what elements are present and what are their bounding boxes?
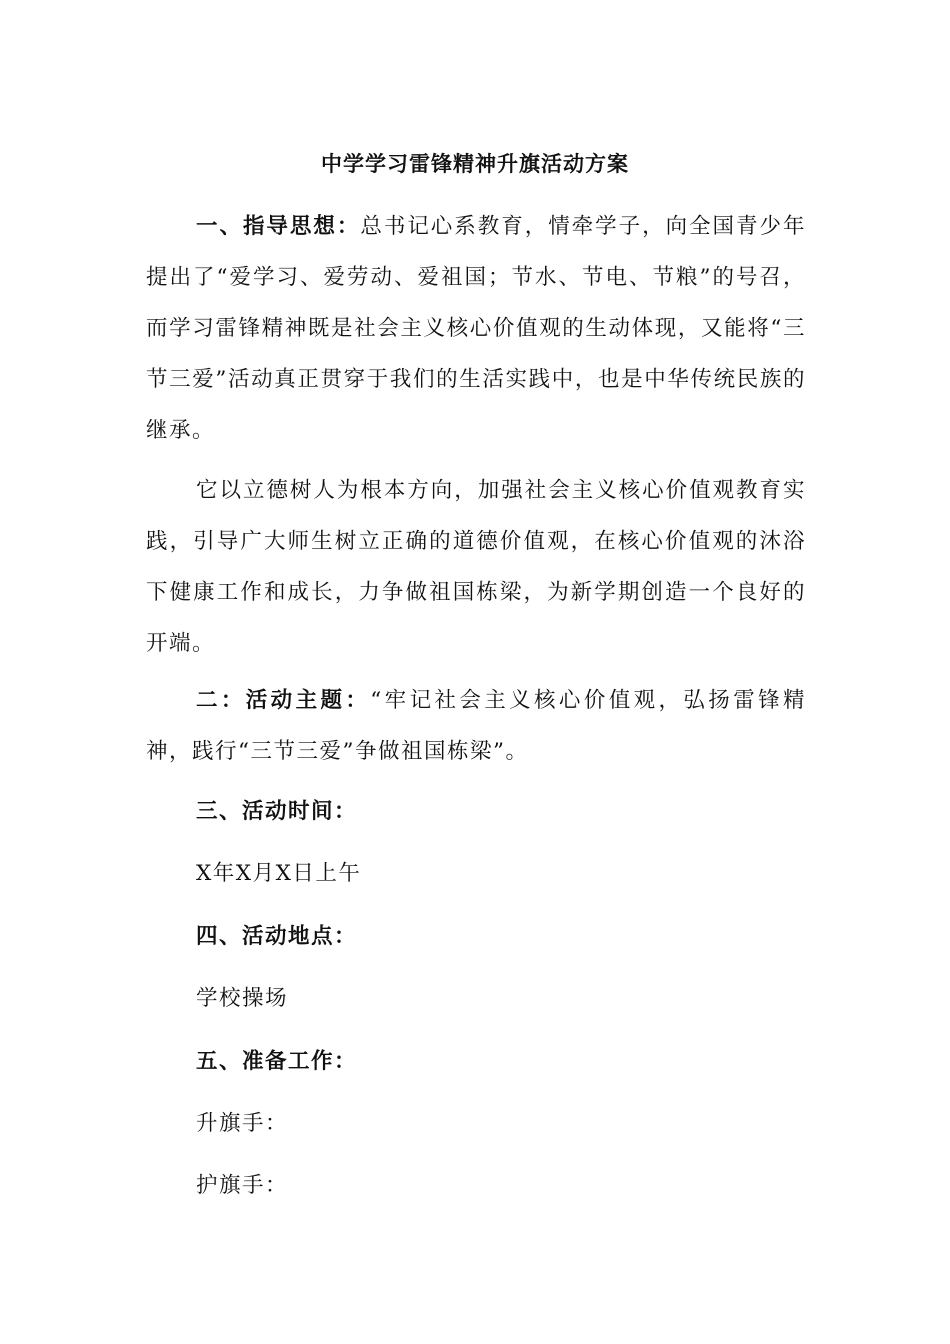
paragraph-moral-education: 它以立德树人为根本方向，加强社会主义核心价值观教育实践，引导广大师生树立正确的道德价值观，在核心价值观的沐浴下健康工作和成长，力争做祖国栋梁，为新学期创造一个良好的开端。 xyxy=(146,478,806,656)
document-title: 中学学习雷锋精神升旗活动方案 xyxy=(321,151,629,176)
section-body: “牢记社会主义核心价值观，弘扬雷锋精神，践行“三节三爱”争做祖国栋梁”。 xyxy=(146,688,806,764)
preparation-item-flag-guard: 护旗手： xyxy=(196,1173,289,1198)
section-heading-activity-location: 四、活动地点： xyxy=(196,924,358,949)
section-body: 总书记心系教育，情牵学子，向全国青少年提出了“爱学习、爱劳动、爱祖国；节水、节电、节粮”的号召，而学习雷锋精神既是社会主义核心价值观的生动体现，又能将“三节三爱”活动真正贯穿于我们的生活实践中，也是中华传统民族的继承。 xyxy=(146,214,806,443)
activity-location-value: 学校操场 xyxy=(196,986,289,1011)
section-heading-preparation: 五、准备工作： xyxy=(196,1049,358,1074)
section-guiding-ideology xyxy=(146,201,806,456)
activity-time-value: X年X月X日上午 xyxy=(196,861,362,886)
section-heading-activity-time: 三、活动时间： xyxy=(196,799,358,824)
section-activity-theme xyxy=(146,675,806,777)
section-heading: 二：活动主题： xyxy=(196,688,371,713)
section-heading: 一、指导思想： xyxy=(196,214,361,239)
preparation-item-flag-raiser: 升旗手： xyxy=(196,1111,289,1136)
